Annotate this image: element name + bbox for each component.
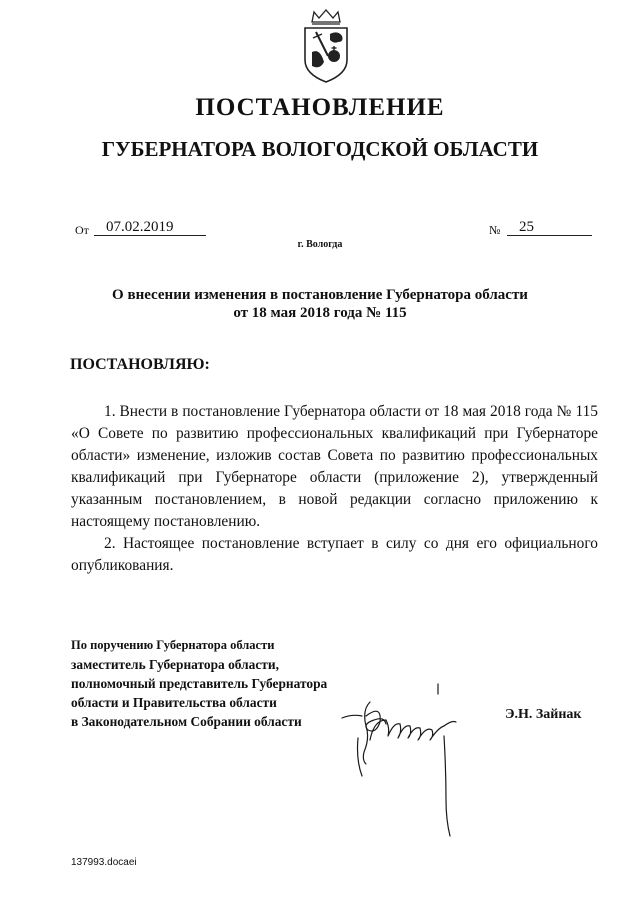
document-code: 137993.docaei bbox=[71, 857, 137, 868]
coat-of-arms-icon bbox=[300, 8, 352, 84]
document-title: ПОСТАНОВЛЕНИЕ bbox=[195, 94, 445, 121]
document-subject bbox=[0, 286, 640, 322]
document-date: 07.02.2019 bbox=[106, 219, 174, 235]
subject-line-1: О внесении изменения в постановление Губернатора области bbox=[112, 287, 528, 303]
signatory-line-1: По поручению Губернатора области bbox=[71, 638, 275, 652]
city-label: г. Вологда bbox=[297, 239, 343, 250]
document-number: 25 bbox=[519, 219, 534, 235]
signatory-line-5: в Законодательном Собрании области bbox=[71, 714, 302, 729]
number-prefix: № bbox=[489, 223, 501, 237]
document-subtitle: ГУБЕРНАТОРА ВОЛОГОДСКОЙ ОБЛАСТИ bbox=[101, 137, 539, 161]
paragraph-2: 2. Настоящее постановление вступает в силу со дня его официального опубликования. bbox=[71, 535, 598, 574]
signer-name: Э.Н. Зайнак bbox=[505, 707, 582, 722]
handwritten-signature bbox=[340, 680, 470, 840]
signatory-line-2: заместитель Губернатора области, bbox=[71, 657, 279, 672]
signatory-line-4: области и Правительства области bbox=[71, 695, 277, 710]
decree-heading: ПОСТАНОВЛЯЮ: bbox=[70, 356, 210, 373]
subject-line-2: от 18 мая 2018 года № 115 bbox=[233, 305, 407, 321]
document-body bbox=[71, 401, 598, 577]
paragraph-1: 1. Внести в постановление Губернатора области от 18 мая 2018 года № 115 «О Совете по развитию профессиональных квалификаций при Губернаторе области» изменение, изложив состав Совета по развитию профессиональных квалификаций при Губернаторе области (приложение 2), утвержденный указанным постановлением, в новой редакции согласно приложению к настоящему постановлению. bbox=[71, 403, 598, 530]
date-prefix: От bbox=[75, 223, 89, 237]
signature-block bbox=[71, 636, 327, 731]
signatory-line-3: полномочный представитель Губернатора bbox=[71, 676, 328, 691]
